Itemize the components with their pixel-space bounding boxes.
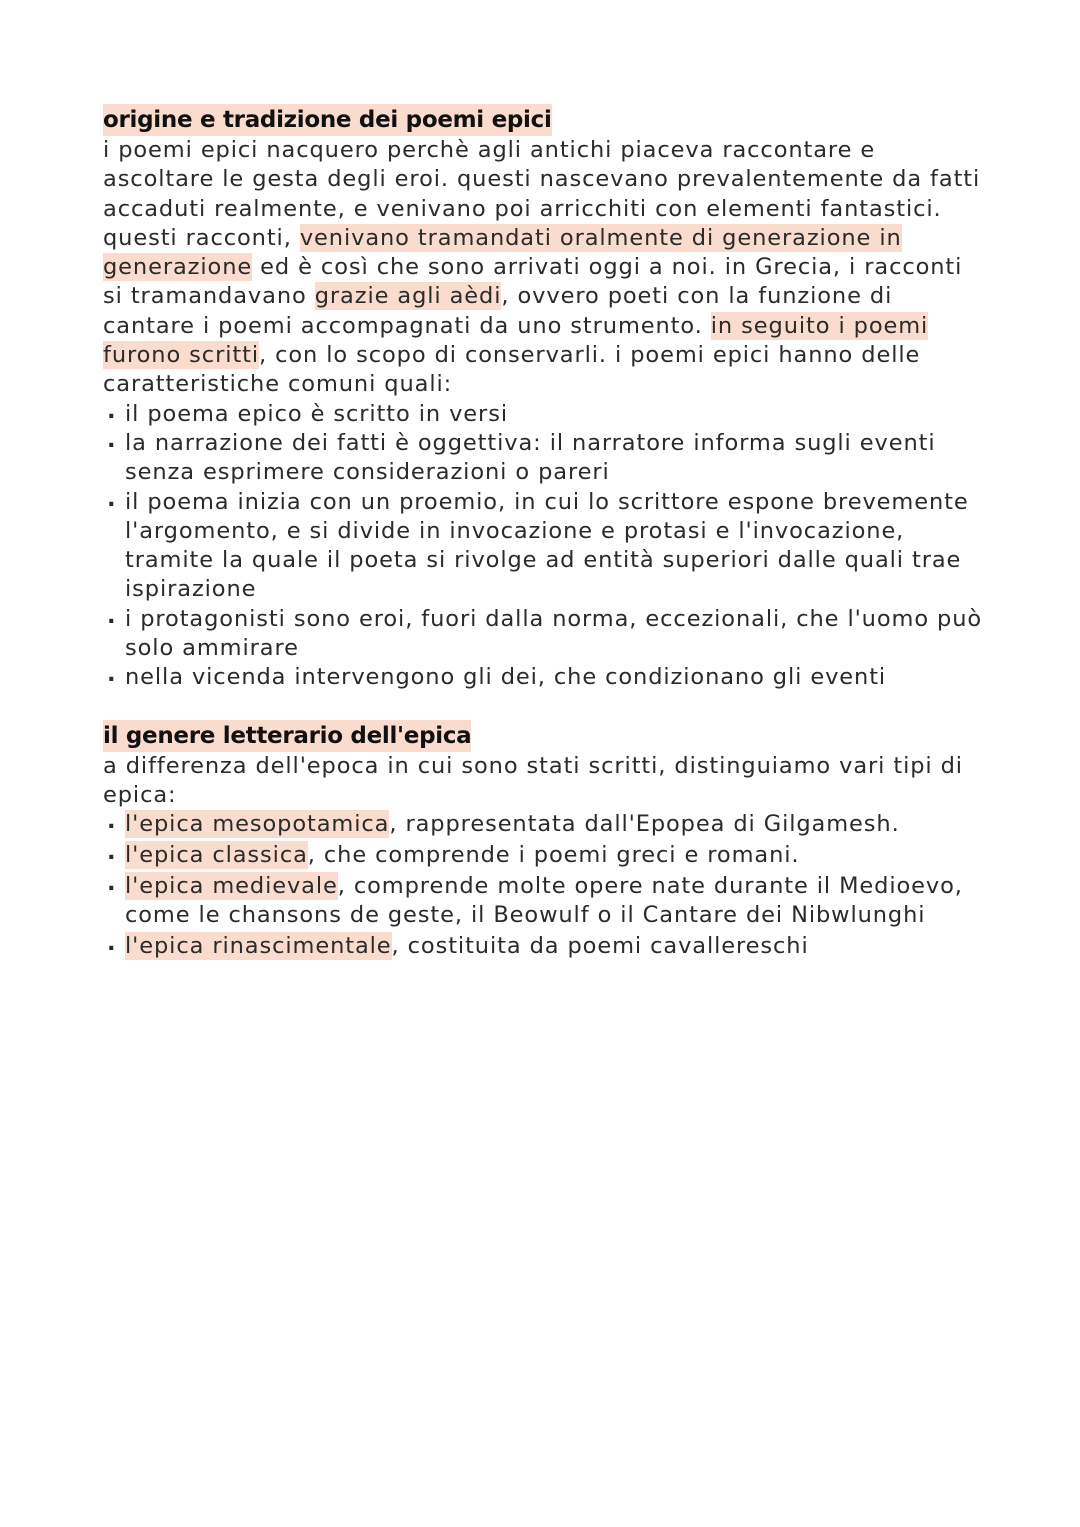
paragraph-text: , con lo scopo di conservarli. i poemi epici hanno delle caratteristiche comuni quali: bbox=[103, 342, 921, 398]
document-page bbox=[103, 104, 983, 963]
list-item: . il poema inizia con un proemio, in cui lo scrittore espone brevemente l'argomento, e si divide in invocazione e protasi e l'invocazione, tramite la quale il poeta si rivolge ad entità superiori dalle quali trae ispirazione bbox=[103, 488, 983, 605]
item-text: , costituita da poemi cavallereschi bbox=[391, 932, 809, 959]
paragraph-text: , ovvero poeti con la funzione di cantare i poemi accompagnati da uno strumento. bbox=[103, 283, 893, 339]
section-origine bbox=[103, 104, 983, 693]
list-item bbox=[103, 872, 983, 931]
highlighted-text: l'epica classica bbox=[125, 842, 308, 869]
highlighted-text: venivano tramandati oralmente di generazione in generazione bbox=[103, 224, 902, 281]
highlighted-text: l'epica medievale bbox=[125, 872, 338, 899]
section-genere bbox=[103, 720, 983, 962]
section-heading: origine e tradizione dei poemi epici bbox=[103, 104, 552, 136]
epic-types-list bbox=[103, 810, 983, 961]
section-intro: a differenza dell'epoca in cui sono stati scritti, distinguiamo vari tipi di epica: bbox=[103, 752, 963, 808]
highlighted-text: l'epica mesopotamica bbox=[125, 811, 390, 838]
list-item bbox=[103, 932, 983, 961]
highlighted-text: in seguito i poemi furono scritti bbox=[103, 312, 929, 369]
list-item: . il poema epico è scritto in versi bbox=[103, 400, 983, 429]
item-text: , che comprende i poemi greci e romani. bbox=[307, 842, 800, 869]
list-item: . la narrazione dei fatti è oggettiva: il narratore informa sugli eventi senza esprimere considerazioni o pareri bbox=[103, 429, 983, 488]
list-item: . nella vicenda intervengono gli dei, che condizionano gli eventi bbox=[103, 663, 983, 692]
item-text: , comprende molte opere nate durante il Medioevo, come le chansons de geste, il Beowulf o il Cantare dei Nibwlunghi bbox=[125, 872, 963, 929]
paragraph-text: ed è così che sono arrivati oggi a noi. in Grecia, i racconti si tramandavano bbox=[103, 254, 963, 310]
list-item bbox=[103, 810, 983, 839]
list-item bbox=[103, 841, 983, 870]
paragraph-text: i poemi epici nacquero perchè agli antichi piaceva raccontare e ascoltare le gesta degli eroi. questi nascevano prevalentemente da fatti accaduti realmente, e venivano poi arricchiti con elementi fantastici. questi racconti, bbox=[103, 137, 981, 251]
characteristics-list bbox=[103, 400, 983, 693]
highlighted-text: grazie agli aèdi bbox=[314, 283, 502, 310]
highlighted-text: l'epica rinascimentale bbox=[125, 932, 392, 959]
section-heading: il genere letterario dell'epica bbox=[103, 720, 471, 752]
item-text: , rappresentata dall'Epopea di Gilgamesh. bbox=[389, 811, 900, 838]
section-paragraph bbox=[103, 136, 983, 400]
list-item: . i protagonisti sono eroi, fuori dalla norma, eccezionali, che l'uomo può solo ammirare bbox=[103, 605, 983, 664]
